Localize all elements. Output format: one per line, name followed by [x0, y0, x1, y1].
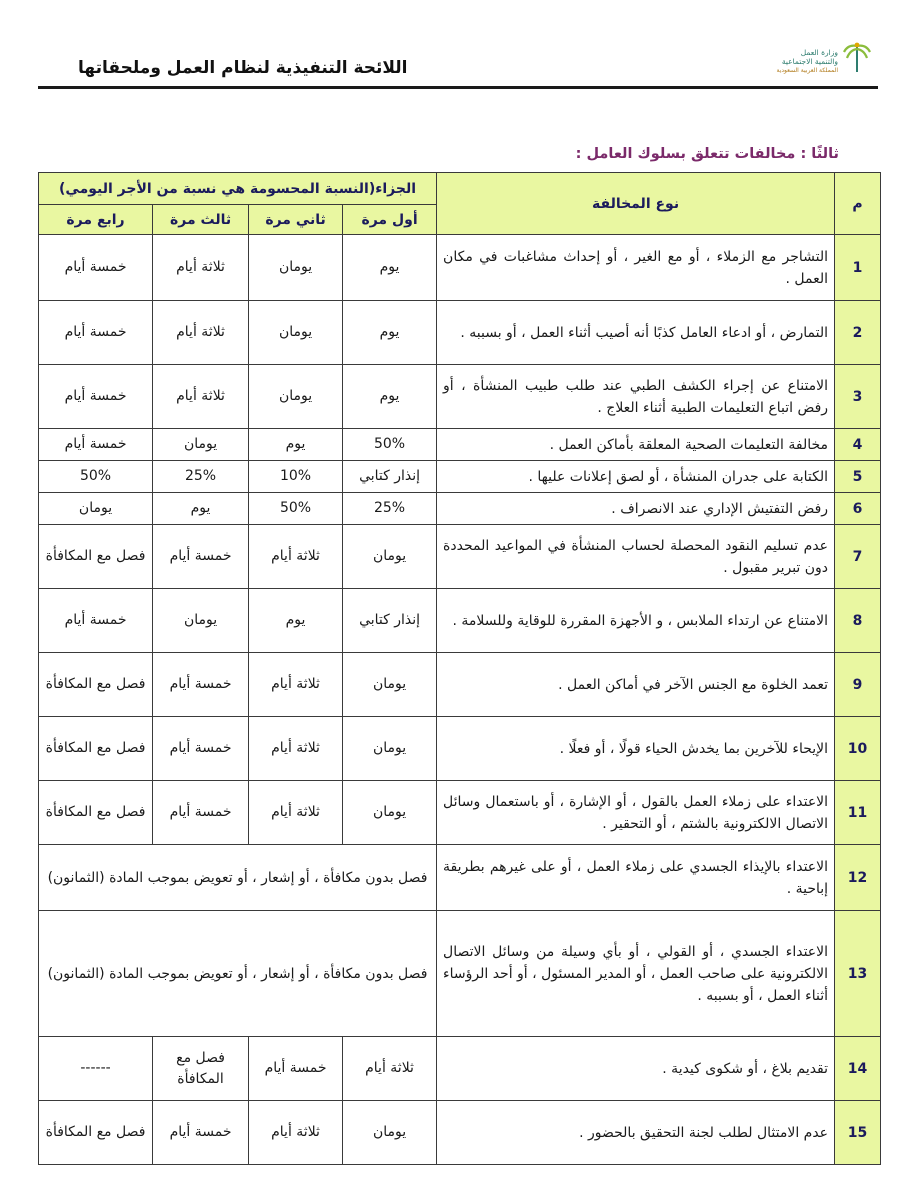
violation-description: الاعتداء الجسدي ، أو القولي ، أو بأي وسيلة من وسائل الاتصال الالكترونية على صاحب العمل ، أو المدير المسئول ، أو أحد الرؤساء أثناء العمل ، أو بسببه .: [437, 911, 835, 1037]
violation-description: التشاجر مع الزملاء ، أو مع الغير ، أو إحداث مشاغبات في مكان العمل .: [437, 235, 835, 301]
table-row: [39, 781, 881, 845]
row-number: 8: [835, 589, 881, 653]
page-header: [38, 40, 878, 88]
penalty-cell: 10%: [249, 461, 343, 493]
penalty-cell: ------: [39, 1037, 153, 1101]
row-number: 11: [835, 781, 881, 845]
violation-description: الاعتداء على زملاء العمل بالقول ، أو الإشارة ، أو باستعمال وسائل الاتصال الالكترونية بالشتم ، أو التحقير .: [437, 781, 835, 845]
penalty-cell: يومان: [39, 493, 153, 525]
penalty-cell: فصل مع المكافأة: [39, 653, 153, 717]
row-number: 2: [835, 301, 881, 365]
table-row: [39, 1101, 881, 1165]
penalty-cell: ثلاثة أيام: [153, 235, 249, 301]
penalty-cell: يومان: [343, 781, 437, 845]
violation-description: الامتناع عن إجراء الكشف الطبي عند طلب طبيب المنشأة ، أو رفض اتباع التعليمات الطبية أثناء العلاج .: [437, 365, 835, 429]
penalty-cell: يومان: [249, 235, 343, 301]
penalty-cell: ثلاثة أيام: [249, 717, 343, 781]
violation-description: عدم تسليم النقود المحصلة لحساب المنشأة في المواعيد المحددة دون تبرير مقبول .: [437, 525, 835, 589]
violations-table: [38, 172, 881, 1165]
penalty-cell: يومان: [153, 589, 249, 653]
violation-description: الإيحاء للآخرين بما يخدش الحياء قولًا ، أو فعلًا .: [437, 717, 835, 781]
table-row: [39, 493, 881, 525]
table-row: [39, 589, 881, 653]
header-number: م: [835, 173, 881, 235]
penalty-cell: خمسة أيام: [153, 1101, 249, 1165]
violation-description: التمارض ، أو ادعاء العامل كذبًا أنه أصيب أثناء العمل ، أو بسببه .: [437, 301, 835, 365]
penalty-cell: خمسة أيام: [153, 781, 249, 845]
penalty-merged: فصل بدون مكافأة ، أو إشعار ، أو تعويض بموجب المادة (الثمانون): [39, 911, 437, 1037]
table-row: [39, 525, 881, 589]
penalty-cell: ثلاثة أيام: [153, 365, 249, 429]
penalty-cell: يوم: [249, 429, 343, 461]
penalty-cell: خمسة أيام: [249, 1037, 343, 1101]
penalty-cell: فصل مع المكافأة: [39, 717, 153, 781]
violation-description: عدم الامتثال لطلب لجنة التحقيق بالحضور .: [437, 1101, 835, 1165]
violation-description: رفض التفتيش الإداري عند الانصراف .: [437, 493, 835, 525]
header-third-time: ثالث مرة: [153, 205, 249, 235]
penalty-cell: فصل مع المكافأة: [39, 781, 153, 845]
row-number: 10: [835, 717, 881, 781]
penalty-cell: خمسة أيام: [153, 717, 249, 781]
violation-description: مخالفة التعليمات الصحية المعلقة بأماكن العمل .: [437, 429, 835, 461]
penalty-cell: ثلاثة أيام: [249, 653, 343, 717]
penalty-cell: ثلاثة أيام: [249, 1101, 343, 1165]
header-violation-type: نوع المخالفة: [437, 173, 835, 235]
header-second-time: ثاني مرة: [249, 205, 343, 235]
table-row: [39, 653, 881, 717]
penalty-cell: يومان: [343, 717, 437, 781]
penalty-cell: يومان: [249, 301, 343, 365]
penalty-cell: يومان: [153, 429, 249, 461]
penalty-cell: 25%: [153, 461, 249, 493]
penalty-cell: ثلاثة أيام: [249, 781, 343, 845]
violation-description: تقديم بلاغ ، أو شكوى كيدية .: [437, 1037, 835, 1101]
penalty-cell: خمسة أيام: [39, 235, 153, 301]
penalty-cell: خمسة أيام: [39, 365, 153, 429]
header-fourth-time: رابع مرة: [39, 205, 153, 235]
row-number: 13: [835, 911, 881, 1037]
penalty-cell: 50%: [343, 429, 437, 461]
table-row: [39, 1037, 881, 1101]
penalty-cell: ثلاثة أيام: [343, 1037, 437, 1101]
row-number: 5: [835, 461, 881, 493]
table-row: [39, 461, 881, 493]
penalty-cell: يومان: [343, 525, 437, 589]
penalty-cell: ثلاثة أيام: [153, 301, 249, 365]
penalty-cell: 25%: [343, 493, 437, 525]
violation-description: تعمد الخلوة مع الجنس الآخر في أماكن العمل .: [437, 653, 835, 717]
ministry-logo: [758, 40, 878, 80]
violation-description: الامتناع عن ارتداء الملابس ، و الأجهزة المقررة للوقاية وللسلامة .: [437, 589, 835, 653]
penalty-cell: إنذار كتابي: [343, 589, 437, 653]
penalty-cell: ثلاثة أيام: [249, 525, 343, 589]
penalty-cell: يومان: [249, 365, 343, 429]
penalty-cell: فصل مع المكافأة: [153, 1037, 249, 1101]
penalty-cell: يوم: [249, 589, 343, 653]
table-row: [39, 301, 881, 365]
logo-text: وزارة العمل والتنمية الاجتماعية المملكة العربية السعودية: [776, 48, 838, 74]
penalty-cell: خمسة أيام: [153, 653, 249, 717]
penalty-cell: إنذار كتابي: [343, 461, 437, 493]
penalty-cell: يومان: [343, 653, 437, 717]
row-number: 3: [835, 365, 881, 429]
row-number: 15: [835, 1101, 881, 1165]
penalty-cell: يوم: [343, 235, 437, 301]
row-number: 7: [835, 525, 881, 589]
penalty-cell: فصل مع المكافأة: [39, 1101, 153, 1165]
table-row: [39, 911, 881, 1037]
violation-description: الاعتداء بالإيذاء الجسدي على زملاء العمل ، أو على غيرهم بطريقة إباحية .: [437, 845, 835, 911]
penalty-cell: يوم: [153, 493, 249, 525]
row-number: 6: [835, 493, 881, 525]
document-title: اللائحة التنفيذية لنظام العمل وملحقاتها: [78, 58, 408, 78]
row-number: 4: [835, 429, 881, 461]
section-title: ثالثًا : مخالفات تتعلق بسلوك العامل :: [575, 146, 839, 162]
penalty-cell: خمسة أيام: [39, 301, 153, 365]
table-row: [39, 845, 881, 911]
table-row: [39, 235, 881, 301]
penalty-merged: فصل بدون مكافأة ، أو إشعار ، أو تعويض بموجب المادة (الثمانون): [39, 845, 437, 911]
row-number: 12: [835, 845, 881, 911]
row-number: 14: [835, 1037, 881, 1101]
penalty-cell: خمسة أيام: [39, 429, 153, 461]
penalty-cell: يوم: [343, 301, 437, 365]
header-rule: [38, 86, 878, 89]
penalty-cell: 50%: [39, 461, 153, 493]
header-first-time: أول مرة: [343, 205, 437, 235]
penalty-cell: يومان: [343, 1101, 437, 1165]
penalty-cell: خمسة أيام: [39, 589, 153, 653]
penalty-cell: 50%: [249, 493, 343, 525]
table-row: [39, 365, 881, 429]
penalty-cell: يوم: [343, 365, 437, 429]
violation-description: الكتابة على جدران المنشأة ، أو لصق إعلانات عليها .: [437, 461, 835, 493]
table-row: [39, 429, 881, 461]
penalty-cell: خمسة أيام: [153, 525, 249, 589]
table-row: [39, 717, 881, 781]
row-number: 1: [835, 235, 881, 301]
header-penalty: الجزاء(النسبة المحسومة هي نسبة من الأجر اليومي): [39, 173, 437, 205]
penalty-cell: فصل مع المكافأة: [39, 525, 153, 589]
violations-body: [39, 235, 881, 1165]
row-number: 9: [835, 653, 881, 717]
palm-emblem-icon: [842, 40, 872, 76]
